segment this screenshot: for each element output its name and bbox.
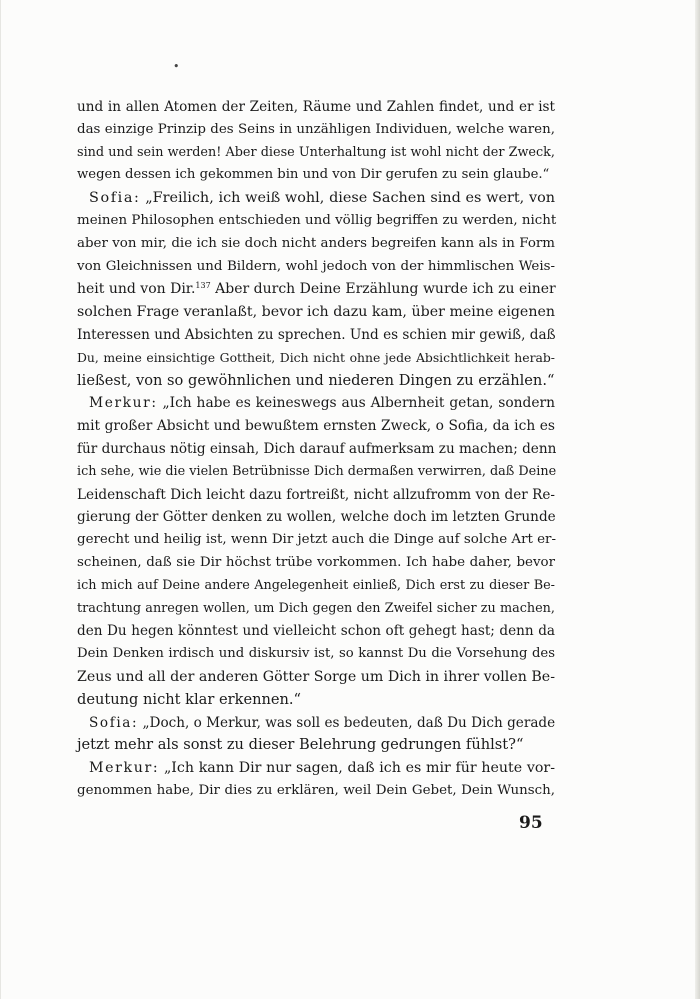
text-line: wegen dessen ich gekommen bin und von Dir gerufen zu sein glaube.“ xyxy=(77,167,550,183)
text-line: gierung der Götter denken zu wollen, welche doch im letzten Grunde xyxy=(77,509,556,526)
text-line: sind und sein werden! Aber diese Unterhaltung ist wohl nicht der Zweck, xyxy=(77,144,555,160)
text-line: jetzt mehr als sonst zu dieser Belehrung gedrungen fühlst?“ xyxy=(77,736,524,754)
text-line: solchen Frage veranlaßt, bevor ich dazu kam, über meine eigenen xyxy=(77,304,555,321)
text-line: Zeus und all der anderen Götter Sorge um Dich in ihrer vollen Be- xyxy=(77,668,555,685)
text-line: Du, meine einsichtige Gottheit, Dich nicht ohne jede Absichtlichkeit herab- xyxy=(77,349,555,365)
dialogue-line xyxy=(77,712,555,735)
text-line: den Du hegen könntest und vielleicht schon oft gehegt hast; denn da xyxy=(77,623,555,640)
text-line: meinen Philosophen entschieden und völlig begriffen zu werden, nicht xyxy=(77,212,557,228)
text-line: Leidenschaft Dich leicht dazu fortreißt, nicht allzufromm von der Re- xyxy=(77,486,555,503)
text-line: mit großer Absicht und bewußtem ernsten Zweck, o Sofia, da ich es xyxy=(77,418,555,435)
text-line: Dein Denken irdisch und diskursiv ist, so kannst Du die Vorsehung des xyxy=(77,646,555,662)
text-line: Interessen und Absichten zu sprechen. Und es schien mir gewiß, daß xyxy=(77,326,556,343)
text-line: für durchaus nötig einsah, Dich darauf aufmerksam zu machen; denn xyxy=(77,440,557,457)
speaker-name: Sofia: xyxy=(89,714,139,731)
text-segment: Aber durch Deine Erzählung wurde ich zu einer xyxy=(210,281,556,298)
dialogue-line xyxy=(77,187,555,210)
dialogue-text: „Doch, o Merkur, was soll es bedeuten, daß Du Dich gerade xyxy=(142,714,556,731)
text-line: das einzige Prinzip des Seins in unzähligen Individuen, welche waren, xyxy=(77,121,555,137)
dialogue-text: „Ich habe es keineswegs aus Albernheit getan, sondern xyxy=(162,395,556,412)
text-line: trachtung anregen wollen, um Dich gegen den Zweifel sicher zu machen, xyxy=(77,600,555,616)
dialogue-line xyxy=(77,757,555,780)
page-edge xyxy=(695,0,700,999)
body-text xyxy=(77,96,555,803)
dialogue-line xyxy=(77,392,555,415)
text-line xyxy=(77,278,555,301)
text-segment: heit und von Dir. xyxy=(77,281,196,298)
speaker-name: Sofia: xyxy=(89,190,141,207)
text-line: ließest, von so gewöhnlichen und niederen Dingen zu erzählen.“ xyxy=(77,371,555,389)
dialogue-text: „Freilich, ich weiß wohl, diese Sachen sind es wert, von xyxy=(145,190,556,207)
text-line: ich sehe, wie die vielen Betrübnisse Dich dermaßen verwirren, daß Deine xyxy=(77,463,557,479)
footnote-ref: 137 xyxy=(195,281,211,291)
stray-mark: • xyxy=(173,60,180,73)
text-line: scheinen, daß sie Dir höchst trübe vorkommen. Ich habe daher, bevor xyxy=(77,554,555,570)
text-line: aber von mir, die ich sie doch nicht anders begreifen kann als in Form xyxy=(77,235,555,251)
text-line: gerecht und heilig ist, wenn Dir jetzt auch die Dinge auf solche Art er- xyxy=(77,532,556,548)
text-line: ich mich auf Deine andere Angelegenheit einließ, Dich erst zu dieser Be- xyxy=(77,577,555,593)
text-line: von Gleichnissen und Bildern, wohl jedoch von der himmlischen Weis- xyxy=(77,258,555,274)
page-number: 95 xyxy=(519,813,543,833)
speaker-name: Merkur: xyxy=(89,395,158,412)
dialogue-text: „Ich kann Dir nur sagen, daß ich es mir für heute vor- xyxy=(163,760,556,777)
text-line: deutung nicht klar erkennen.“ xyxy=(77,690,302,708)
text-line: genommen habe, Dir dies zu erklären, weil Dein Gebet, Dein Wunsch, xyxy=(77,782,555,798)
speaker-name: Merkur: xyxy=(89,760,160,777)
text-line: und in allen Atomen der Zeiten, Räume und Zahlen findet, und er ist xyxy=(77,99,555,115)
